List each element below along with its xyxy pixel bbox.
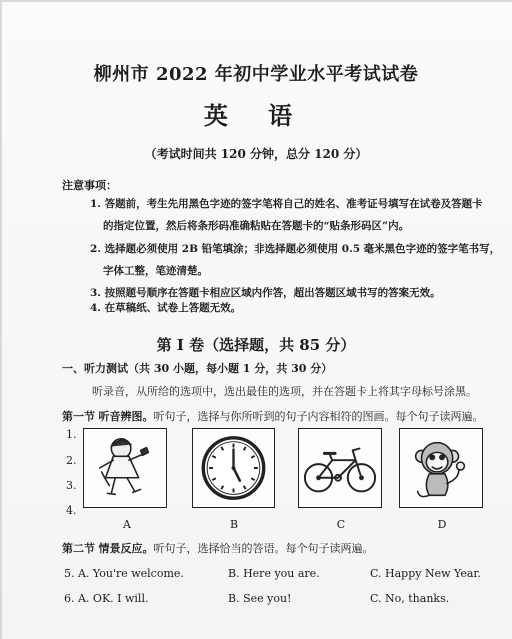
note-item-1: 1. 答题前，考生先用黑色字迹的签字笔将自己的姓名、准考证号填写在试卷及答题卡	[90, 198, 483, 210]
exam-title: 柳州市 2022 年初中学业水平考试试卷	[93, 64, 419, 85]
picture-d	[399, 428, 483, 508]
question-number-3: 3.	[66, 479, 77, 492]
time-note: （考试时间共 120 分钟，总分 120 分）	[144, 147, 368, 161]
section-heading: 一、听力测试（共 30 小题，每小题 1 分，共 30 分）	[62, 362, 333, 375]
girl-walking-icon	[84, 429, 166, 507]
note-item-4: 4. 在草稿纸、试卷上答题无效。	[90, 302, 242, 314]
picture-label-c: C	[336, 518, 346, 531]
note-item-2: 2. 选择题必须使用 2B 铅笔填涂；非选择题必须使用 0.5 毫米黑色字迹的签字笔书写，	[90, 243, 501, 255]
note-item-2-cont: 字体工整，笔迹清楚。	[103, 265, 208, 277]
picture-b	[192, 428, 275, 508]
part-title: 第 I 卷（选择题，共 85 分）	[156, 336, 356, 354]
bicycle-icon	[299, 429, 381, 507]
section-1-name: 听音辨图。	[98, 410, 154, 423]
subject-title: 英 语	[203, 101, 309, 130]
picture-label-b: B	[229, 518, 239, 531]
q5-option-c: C. Happy New Year.	[370, 567, 481, 580]
section-2-text: 听句子，选择恰当的答语。每个句子读两遍。	[153, 542, 374, 555]
clock-icon	[193, 429, 274, 507]
section-2-heading	[62, 540, 374, 556]
notes-heading: 注意事项：	[62, 179, 117, 192]
picture-c	[298, 428, 382, 508]
note-item-3: 3. 按照题号顺序在答题卡相应区域内作答，超出答题区域书写的答案无效。	[90, 287, 441, 299]
top-border	[0, 0, 512, 2]
section-2-name: 情景反应。	[98, 542, 154, 555]
note-item-1-cont: 的指定位置，然后将条形码准确粘贴在答题卡的“贴条形码区”内。	[103, 220, 410, 232]
section-1-label: 第一节	[62, 410, 95, 423]
picture-a	[83, 428, 167, 508]
q6-option-b: B. See you!	[228, 592, 292, 605]
section-1-text: 听句子，选择与你所听到的句子内容相符的图画。每个句子读两遍。	[153, 410, 484, 423]
q6-option-c: C. No, thanks.	[370, 592, 450, 605]
q5-option-b: B. Here you are.	[228, 567, 320, 580]
question-number-4: 4.	[66, 504, 77, 517]
picture-label-d: D	[437, 518, 447, 531]
question-number-2: 2.	[66, 454, 77, 467]
q5-option-a: 5. A. You're welcome.	[64, 567, 184, 580]
section-2-label: 第二节	[62, 542, 95, 555]
question-number-1: 1.	[66, 428, 77, 441]
section-1-heading	[62, 408, 484, 424]
q6-option-a: 6. A. OK. I will.	[64, 592, 149, 605]
instruction: 听录音，从所给的选项中，选出最佳的选项，并在答题卡上将其字母标号涂黑。	[92, 385, 477, 398]
monkey-icon	[400, 429, 482, 507]
picture-label-a: A	[123, 518, 131, 531]
